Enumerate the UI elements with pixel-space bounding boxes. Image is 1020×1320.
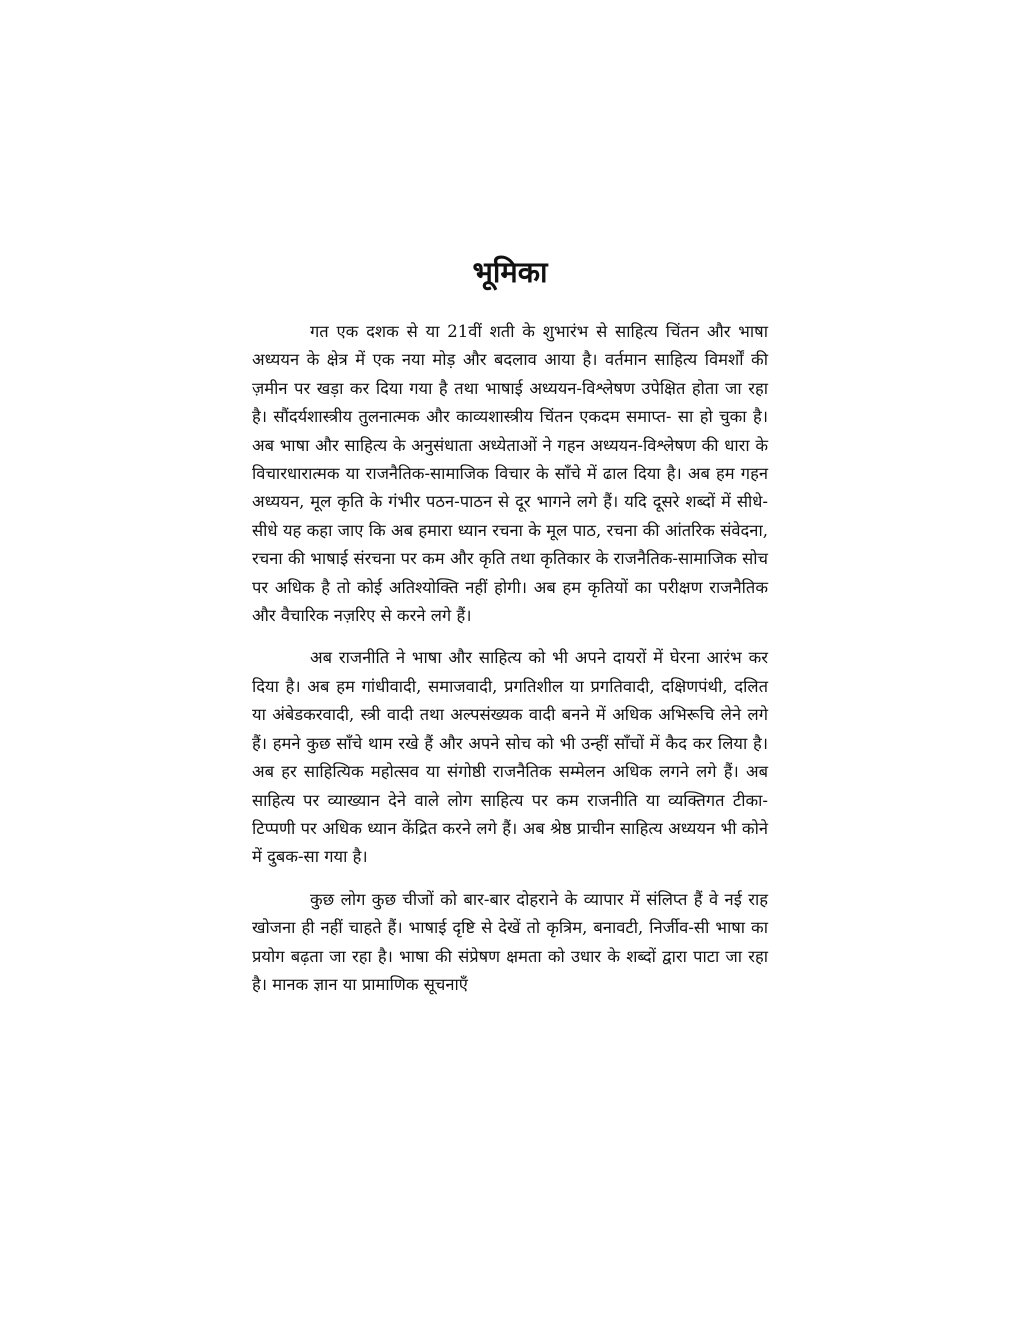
- body-text: [252, 318, 768, 1013]
- paragraph-1: गत एक दशक से या 21वीं शती के शुभारंभ से साहित्य चिंतन और भाषा अध्ययन के क्षेत्र में एक नया मोड़ और बदलाव आया है। वर्तमान साहित्य विमर्शों की ज़मीन पर खड़ा कर दिया गया है तथा भाषाई अध्ययन-विश्लेषण उपेक्षित होता जा रहा है। सौंदर्यशास्त्रीय तुलनात्मक और काव्यशास्त्रीय चिंतन एकदम समाप्त- सा हो चुका है। अब भाषा और साहित्य के अनुसंधाता अध्येताओं ने गहन अध्ययन-विश्लेषण की धारा के विचारधारात्मक या राजनैतिक-सामाजिक विचार के साँचे में ढाल दिया है। अब हम गहन अध्ययन, मूल कृति के गंभीर पठन-पाठन से दूर भागने लगे हैं। यदि दूसरे शब्दों में सीधे-सीधे यह कहा जाए कि अब हमारा ध्यान रचना के मूल पाठ, रचना की आंतरिक संवेदना, रचना की भाषाई संरचना पर कम और कृति तथा कृतिकार के राजनैतिक-सामाजिक सोच पर अधिक है तो कोई अतिश्योक्ति नहीं होगी। अब हम कृतियों का परीक्षण राजनैतिक और वैचारिक नज़रिए से करने लगे हैं।: [252, 322, 768, 626]
- page-title: भूमिका: [472, 255, 548, 289]
- paragraph-3: कुछ लोग कुछ चीजों को बार-बार दोहराने के व्यापार में संलिप्त हैं वे नई राह खोजना ही नहीं चाहते हैं। भाषाई दृष्टि से देखें तो कृत्रिम, बनावटी, निर्जीव-सी भाषा का प्रयोग बढ़ता जा रहा है। भाषा की संप्रेषण क्षमता को उधार के शब्दों द्वारा पाटा जा रहा है। मानक ज्ञान या प्रामाणिक सूचनाएँ: [252, 889, 768, 994]
- paragraph-2: अब राजनीति ने भाषा और साहित्य को भी अपने दायरों में घेरना आरंभ कर दिया है। अब हम गांधीवादी, समाजवादी, प्रगतिशील या प्रगतिवादी, दक्षिणपंथी, दलित या अंबेडकरवादी, स्त्री वादी तथा अल्पसंख्यक वादी बनने में अधिक अभिरूचि लेने लगे हैं। हमने कुछ साँचे थाम रखे हैं और अपने सोच को भी उन्हीं साँचों में कैद कर लिया है। अब हर साहित्यिक महोत्सव या संगोष्ठी राजनैतिक सम्मेलन अधिक लगने लगे हैं। अब साहित्य पर व्याख्यान देने वाले लोग साहित्य पर कम राजनीति या व्यक्तिगत टीका-टिप्पणी पर अधिक ध्यान केंद्रित करने लगे हैं। अब श्रेष्ठ प्राचीन साहित्य अध्ययन भी कोने में दुबक-सा गया है।: [252, 648, 768, 867]
